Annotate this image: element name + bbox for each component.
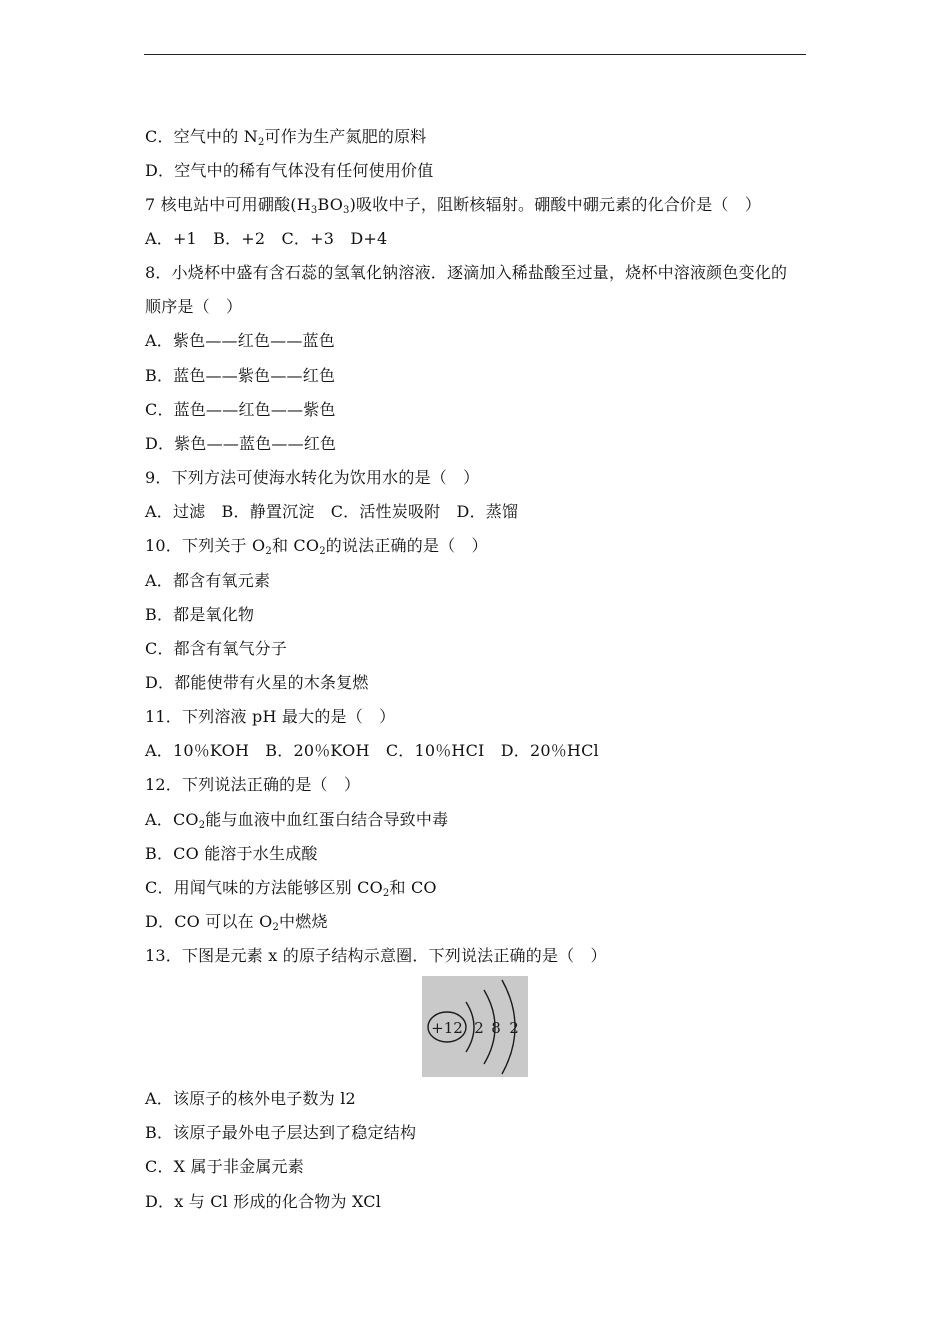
- q9-stem: 9．下列方法可使海水转化为饮用水的是（ ）: [145, 468, 480, 487]
- shell-arc-1: [466, 1002, 474, 1052]
- q12-option-c: C．用闻气味的方法能够区别 $CO_2$和 CO: [145, 878, 437, 899]
- q8-option-c: C．蓝色——红色——紫色: [145, 400, 336, 419]
- atomic-structure-diagram: [422, 976, 528, 1077]
- nucleus-charge: +12: [431, 1019, 463, 1037]
- q8-option-b: B．蓝色——紫色——红色: [145, 366, 336, 385]
- q13-option-c: C．X 属于非金属元素: [145, 1157, 304, 1176]
- shell-electrons-1: 2: [474, 1019, 484, 1037]
- q7-options: A．+1 B．+2 C．+3 D+4: [145, 229, 388, 248]
- q10-option-c: C．都含有氧气分子: [145, 639, 288, 658]
- header-rule: [144, 54, 806, 55]
- q13-option-d: D．x 与 Cl 形成的化合物为 XCl: [145, 1192, 382, 1211]
- q6-option-c: C．空气中的 $N_2$可作为生产氮肥的原料: [145, 127, 427, 148]
- q11-options: A．10％KOH B．20％KOH C．10％HCI D．20％HCl: [145, 741, 599, 760]
- q9-options: A．过滤 B．静置沉淀 C．活性炭吸附 D．蒸馏: [145, 502, 519, 521]
- q13-option-a: A．该原子的核外电子数为 l2: [145, 1089, 356, 1108]
- q10-option-a: A．都含有氧元素: [145, 571, 271, 590]
- q8-option-a: A．紫色——红色——蓝色: [145, 331, 335, 350]
- q13-option-b: B．该原子最外电子层达到了稳定结构: [145, 1123, 417, 1142]
- q10-option-d: D．都能使带有火星的木条复燃: [145, 673, 369, 692]
- q10-option-b: B．都是氧化物: [145, 605, 255, 624]
- shell-electrons-3: 2: [509, 1019, 519, 1037]
- q12-option-a: A．$CO_2$能与血液中血红蛋白结合导致中毒: [145, 810, 449, 831]
- q6-option-d: D．空气中的稀有气体没有任何使用价值: [145, 161, 434, 180]
- q10-stem: 10．下列关于 $O_2$和 $CO_2$的说法正确的是（ ）: [145, 536, 488, 557]
- q7-stem: 7 核电站中可用硼酸$(H_3BO_3)$吸收中子，阻断核辐射。硼酸中硼元素的化合价是（ ）: [145, 195, 762, 216]
- q8-option-d: D．紫色——蓝色——红色: [145, 434, 337, 453]
- q8-stem-line2: 顺序是（ ）: [145, 297, 243, 316]
- q11-stem: 11．下列溶液 pH 最大的是（ ）: [145, 707, 396, 726]
- q13-stem: 13．下图是元素 x 的原子结构示意圈．下列说法正确的是（ ）: [145, 946, 607, 965]
- shell-electrons-2: 8: [491, 1019, 501, 1037]
- q12-stem: 12．下列说法正确的是（ ）: [145, 775, 361, 794]
- q8-stem-line1: 8．小烧杯中盛有含石蕊的氢氧化钠溶液．逐滴加入稀盐酸至过量，烧杯中溶液颜色变化的: [145, 263, 788, 282]
- q12-option-b: B．CO 能溶于水生成酸: [145, 844, 318, 863]
- q12-option-d: D．CO 可以在 $O_2$中燃烧: [145, 912, 328, 933]
